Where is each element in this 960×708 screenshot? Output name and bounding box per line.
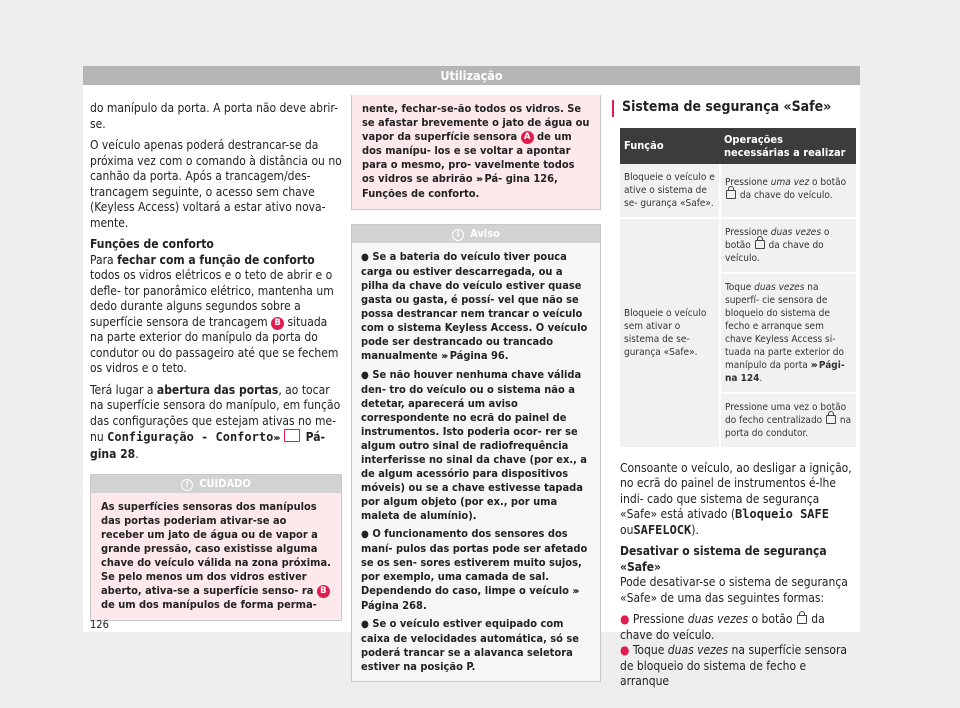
lock-icon bbox=[755, 240, 765, 249]
subheading: Funções de conforto bbox=[90, 237, 214, 251]
cuidado-header: ! CUIDADO bbox=[91, 475, 341, 493]
page-ref-link[interactable]: Página 96 bbox=[446, 349, 505, 362]
list-item: ● Se a bateria do veículo tiver pouca carga ou estiver descarregada, ou a pilha da chave do veículo estiver quase gasta ou gasta, é possí- vel que não se possa destrancar nem trancar o veículo com o sistema Keyless Access. O veículo pode ser destrancado ou trancado manualmente ››› Página 96. bbox=[361, 250, 588, 362]
table-cell: Pressione uma vez o botão do fecho centralizado na porta do condutor. bbox=[720, 393, 856, 448]
page-ref-link[interactable]: Pági- na 124 bbox=[725, 359, 845, 384]
paragraph: do manípulo da porta. A porta não deve abrir-se. bbox=[90, 101, 338, 131]
lock-icon bbox=[826, 415, 836, 424]
marker-b: B bbox=[271, 317, 284, 330]
page-header: Utilização bbox=[83, 66, 860, 85]
column-3 bbox=[620, 101, 856, 690]
list-item: ● Se o veículo estiver equipado com caixa de velocidades automática, só se poderá trancar se a alavanca seletora estiver na posição P. bbox=[361, 617, 580, 673]
table-cell: Toque duas vezes na superfí- cie sensora de bloqueio do sistema de fecho e arranque sem chave Keyless Access si- tuada na parte exterior do manípulo da porta ››› Pági- na 124. bbox=[720, 273, 856, 393]
text-block bbox=[620, 461, 856, 690]
list-item: ● Pressione duas vezes o botão da chave do veículo. bbox=[620, 612, 825, 642]
list-item: ● Se não houver nenhuma chave válida den- tro do veículo ou o sistema não a detetar, aparecerá um aviso correspondente no ecrã do painel de instrumentos. Isto poderia ocor- rer se algum outro sinal de radiofrequência interferisse no sinal da chave (por ex., a de algum acessório para dispositivos móveis) ou se a chave estivesse tapada por algum objeto (por ex., por uma maleta de alumínio). bbox=[361, 368, 587, 522]
menu-path: Configuração - Conforto bbox=[107, 430, 274, 444]
list-item: ● O funcionamento dos sensores dos maní- pulos das portas pode ser afetado se os sen- sores estiverem muito sujos, por exemplo, uma camada de sal. Dependendo do caso, limpe o veículo ››› Página 268. bbox=[361, 527, 588, 612]
aviso-box bbox=[351, 224, 601, 682]
page-number: 126 bbox=[90, 618, 109, 631]
paragraph: Consoante o veículo, ao desligar a ignição, no ecrã do painel de instrumentos é-lhe indi- cado que sistema de segurança «Safe» está ativado (Bloqueio SAFE ouSAFELOCK). bbox=[620, 460, 852, 537]
table-row bbox=[620, 164, 856, 218]
cuidado-text: As superfícies sensoras dos manípulos das portas poderiam ativar-se ao receber um jato de água ou de vapor a grande pressão, caso existisse alguma chave do veículo válida na zona próxima. Se pelo menos um dos vidros estiver aberto, ativa-se a superfície senso- ra B de um dos manípulos de forma perma- bbox=[91, 493, 341, 620]
aviso-body bbox=[352, 243, 600, 681]
column-2 bbox=[351, 95, 601, 682]
table-header: Função bbox=[620, 128, 720, 164]
table-header: Operações necessárias a realizar bbox=[720, 128, 856, 164]
subheading: Desativar o sistema de segurança «Safe» bbox=[620, 544, 827, 574]
table-cell: Bloqueie o veículo e ative o sistema de se- gurança «Safe». bbox=[620, 164, 720, 218]
table-cell: Pressione uma vez o botão da chave do veículo. bbox=[720, 164, 856, 218]
marker-a: A bbox=[521, 131, 534, 144]
cuidado-box bbox=[90, 474, 342, 621]
table-cell: Bloqueie o veículo sem ativar o sistema de se- gurança «Safe». bbox=[620, 218, 720, 448]
page-ref-link[interactable]: Pá- gina 126, Funções de conforto bbox=[362, 172, 558, 200]
paragraph: Terá lugar a abertura das portas, ao tocar na superfície sensora do manípulo, em função das configurações que estejam ativas no me- nu Configuração - Conforto››› Pá- gina 28. bbox=[90, 382, 341, 461]
paragraph: Pode desativar-se o sistema de segurança «Safe» de uma das seguintes formas: bbox=[620, 575, 848, 605]
page bbox=[83, 66, 860, 688]
table-cell: Pressione duas vezes o botão da chave do veículo. bbox=[720, 218, 856, 273]
section-title: Sistema de segurança «Safe» bbox=[620, 100, 856, 116]
page-ref-link[interactable]: Página 268 bbox=[361, 599, 423, 612]
book-icon bbox=[284, 429, 300, 442]
aviso-header: i Aviso bbox=[352, 225, 600, 243]
marker-b: B bbox=[317, 585, 330, 598]
lock-icon bbox=[797, 615, 807, 624]
list-item: ● Toque duas vezes na superfície sensora de bloqueio do sistema de fecho e arranque bbox=[620, 643, 848, 688]
info-icon: ! bbox=[181, 479, 193, 491]
paragraph: Para fechar com a função de conforto todos os vidros elétricos e o teto de abrir e o defle- tor panorâmico elétrico, mantenha um dedo durante alguns segundos sobre a superfície sensora de trancagem B situada na parte exterior do manípulo da porta do condutor ou do passageiro até que se fechem os vidros e o teto. bbox=[90, 252, 339, 375]
cuidado-continued: nente, fechar-se-ão todos os vidros. Se se afastar brevemente o jato de água ou vapor da superfície sensora A de um dos manípu- los e se voltar a apontar para o mesmo, pro- vavelmente todos os vidros se abrirão ››› Pá- gina 126, Funções de conforto. bbox=[351, 95, 601, 210]
table-row bbox=[620, 218, 856, 273]
info-icon: i bbox=[452, 229, 464, 241]
page-ref-link[interactable]: Pá- gina 28 bbox=[90, 430, 325, 461]
column-1 bbox=[90, 101, 342, 621]
safe-table bbox=[620, 128, 856, 449]
lock-icon bbox=[726, 190, 736, 199]
paragraph: O veículo apenas poderá destrancar-se da próxima vez com o comando à distância ou no canhão da porta. Após a trancagem/des- trancagem seguinte, o acesso sem chave (Keyless Access) voltará a estar ativo nova- mente. bbox=[90, 138, 342, 230]
